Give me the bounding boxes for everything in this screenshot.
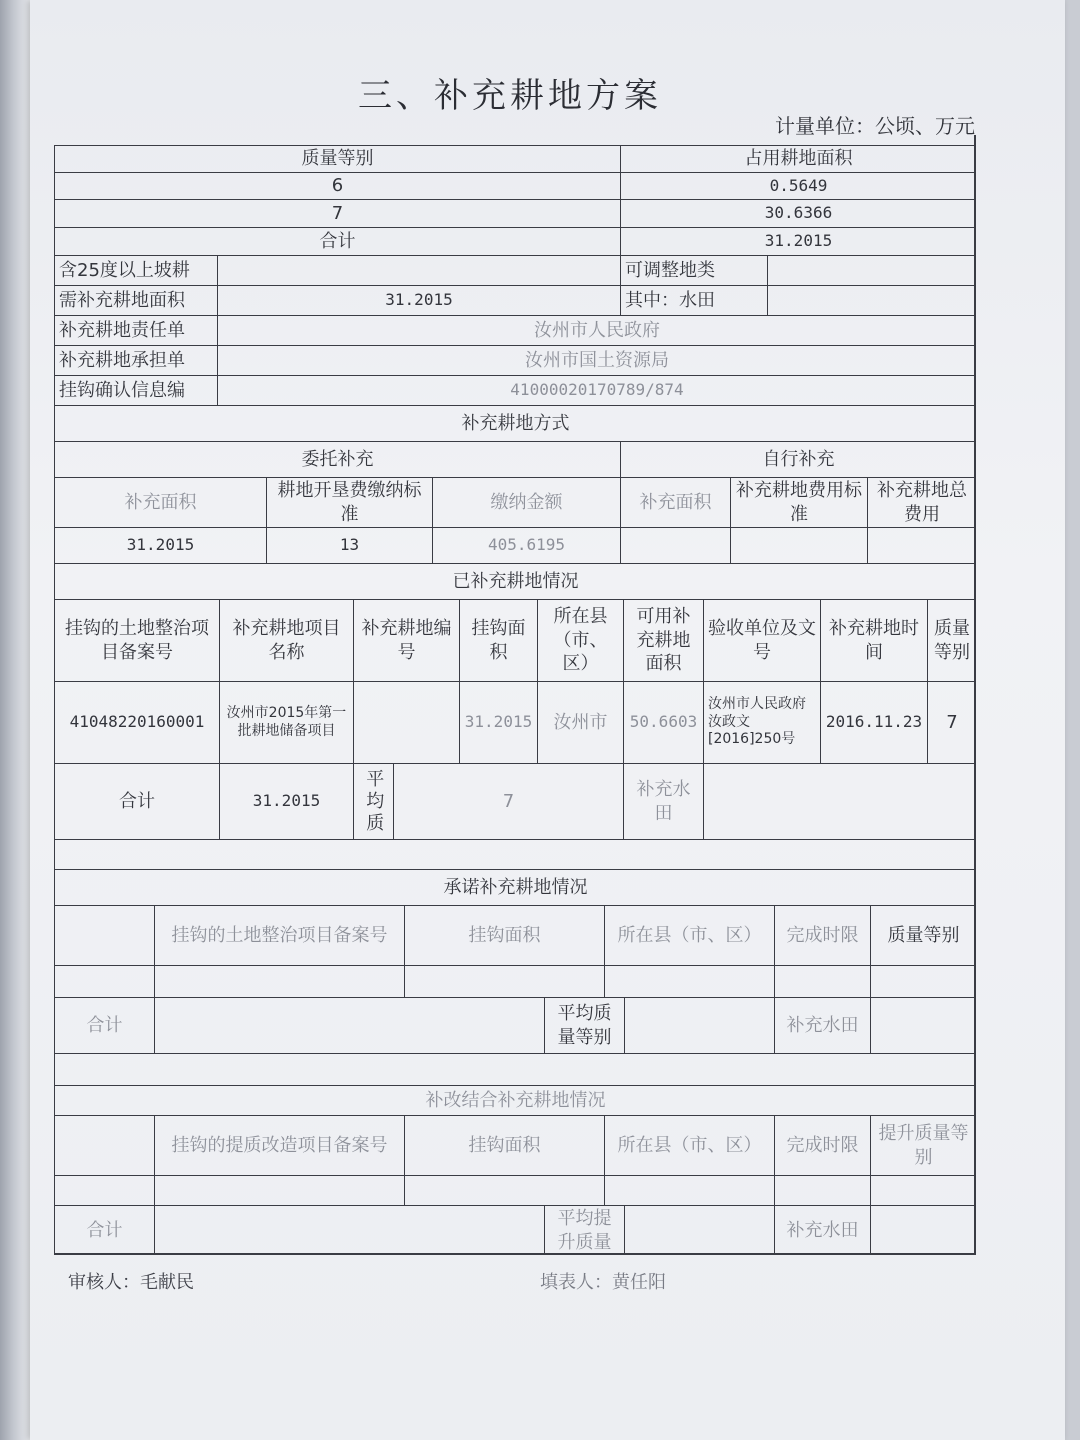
promise-col-record: 挂钩的土地整治项目备案号 [154, 905, 404, 965]
responsible-unit-value: 汝州市人民政府 [217, 315, 976, 345]
col-self-standard: 补充耕地费用标准 [730, 477, 867, 527]
promise-blank-col [54, 905, 154, 965]
upgrade-section-title: 补改结合补充耕地情况 [54, 1085, 976, 1115]
done-paddy-label: 补充水田 [623, 763, 703, 839]
done-section-title: 已补充耕地情况 [54, 563, 976, 599]
val-supplement-area: 31.2015 [54, 527, 266, 563]
done-area: 31.2015 [459, 681, 537, 763]
upgrade-col-area: 挂钩面积 [404, 1115, 604, 1175]
val-self-standard [730, 527, 867, 563]
upgrade-empty-3 [404, 1175, 604, 1205]
undertaking-unit-label: 补充耕地承担单 [54, 345, 217, 375]
promise-empty-4 [604, 965, 774, 997]
quality-total-label: 合计 [54, 227, 620, 255]
undertaking-unit-value: 汝州市国土资源局 [217, 345, 976, 375]
done-code [353, 681, 459, 763]
self-header: 自行补充 [620, 441, 976, 477]
promise-col-county: 所在县（市、区） [604, 905, 774, 965]
upgrade-col-record: 挂钩的提质改造项目备案号 [154, 1115, 404, 1175]
need-area-value: 31.2015 [217, 285, 620, 315]
slope-label: 含25度以上坡耕 [54, 255, 217, 285]
col-self-total: 补充耕地总费用 [867, 477, 976, 527]
val-self-area [620, 527, 730, 563]
col-payment-amount: 缴纳金额 [432, 477, 620, 527]
done-county: 汝州市 [537, 681, 623, 763]
paddy-value [767, 285, 976, 315]
upgrade-col-grade: 提升质量等别 [870, 1115, 976, 1175]
upgrade-col-county: 所在县（市、区） [604, 1115, 774, 1175]
done-time: 2016.11.23 [820, 681, 927, 763]
area-row-2: 30.6366 [620, 199, 976, 227]
need-area-label: 需补充耕地面积 [54, 285, 217, 315]
upgrade-avg-value [624, 1205, 774, 1255]
promise-total-label: 合计 [54, 997, 154, 1053]
spacer-row [54, 839, 976, 869]
done-record-no: 41048220160001 [54, 681, 219, 763]
header-quality-grade: 质量等别 [54, 145, 620, 172]
grade-row-1: 6 [54, 172, 620, 199]
upgrade-empty-1 [54, 1175, 154, 1205]
val-payment-amount: 405.6195 [432, 527, 620, 563]
spacer-row-2 [54, 1053, 976, 1085]
upgrade-total-value [154, 1205, 544, 1255]
upgrade-avg-label: 平均提升质量 [544, 1205, 624, 1255]
page-title: 三、补充耕地方案 [358, 76, 662, 116]
done-col-area: 挂钩面积 [459, 599, 537, 681]
done-col-available: 可用补充耕地面积 [623, 599, 703, 681]
done-col-accept: 验收单位及文号 [703, 599, 820, 681]
upgrade-empty-6 [870, 1175, 976, 1205]
val-fee-standard: 13 [266, 527, 432, 563]
promise-avg-label: 平均质量等别 [544, 997, 624, 1053]
promise-empty-6 [870, 965, 976, 997]
promise-empty-1 [54, 965, 154, 997]
upgrade-empty-2 [154, 1175, 404, 1205]
promise-col-deadline: 完成时限 [774, 905, 870, 965]
upgrade-col-deadline: 完成时限 [774, 1115, 870, 1175]
done-col-grade: 质量等别 [927, 599, 976, 681]
quality-total-area: 31.2015 [620, 227, 976, 255]
reviewer-signature: 审核人：毛献民 [68, 1272, 194, 1293]
done-available: 50.6603 [623, 681, 703, 763]
done-total-value: 31.2015 [219, 763, 353, 839]
area-row-1: 0.5649 [620, 172, 976, 199]
adjustable-label: 可调整地类 [620, 255, 767, 285]
col-supplement-area: 补充面积 [54, 477, 266, 527]
promise-empty-3 [404, 965, 604, 997]
upgrade-total-label: 合计 [54, 1205, 154, 1255]
confirm-code-value: 41000020170789/874 [217, 375, 976, 405]
done-col-code: 补充耕地编号 [353, 599, 459, 681]
done-avg-label: 平均质 [353, 763, 393, 839]
promise-paddy-value [870, 997, 976, 1053]
header-occupied-area: 占用耕地面积 [620, 145, 976, 172]
method-section-title: 补充耕地方式 [54, 405, 976, 441]
val-self-total [867, 527, 976, 563]
confirm-code-label: 挂钩确认信息编 [54, 375, 217, 405]
upgrade-paddy-label: 补充水田 [774, 1205, 870, 1255]
done-avg-value: 7 [393, 763, 623, 839]
upgrade-empty-4 [604, 1175, 774, 1205]
done-col-time: 补充耕地时间 [820, 599, 927, 681]
form-table [54, 135, 976, 1255]
binder-edge [0, 0, 30, 1440]
upgrade-empty-5 [774, 1175, 870, 1205]
promise-empty-5 [774, 965, 870, 997]
done-paddy-value [703, 763, 976, 839]
adjustable-value [767, 255, 976, 285]
col-self-area: 补充面积 [620, 477, 730, 527]
promise-avg-value [624, 997, 774, 1053]
slope-value [217, 255, 620, 285]
paddy-label: 其中：水田 [620, 285, 767, 315]
grade-row-2: 7 [54, 199, 620, 227]
done-accept: 汝州市人民政府 汝政文[2016]250号 [703, 681, 820, 763]
done-col-record: 挂钩的土地整治项目备案号 [54, 599, 219, 681]
done-col-project-name: 补充耕地项目名称 [219, 599, 353, 681]
done-project-name: 汝州市2015年第一批耕地储备项目 [219, 681, 353, 763]
done-col-county: 所在县（市、区） [537, 599, 623, 681]
promise-empty-2 [154, 965, 404, 997]
promise-paddy-label: 补充水田 [774, 997, 870, 1053]
unit-label: 计量单位：公顷、万元 [775, 114, 975, 138]
upgrade-blank-col [54, 1115, 154, 1175]
promise-section-title: 承诺补充耕地情况 [54, 869, 976, 905]
upgrade-paddy-value [870, 1205, 976, 1255]
responsible-unit-label: 补充耕地责任单 [54, 315, 217, 345]
promise-col-grade: 质量等别 [870, 905, 976, 965]
col-fee-standard: 耕地开垦费缴纳标准 [266, 477, 432, 527]
promise-total-value [154, 997, 544, 1053]
promise-col-area: 挂钩面积 [404, 905, 604, 965]
done-grade: 7 [927, 681, 976, 763]
filler-signature: 填表人：黄任阳 [540, 1272, 666, 1293]
entrust-header: 委托补充 [54, 441, 620, 477]
done-total-label: 合计 [54, 763, 219, 839]
